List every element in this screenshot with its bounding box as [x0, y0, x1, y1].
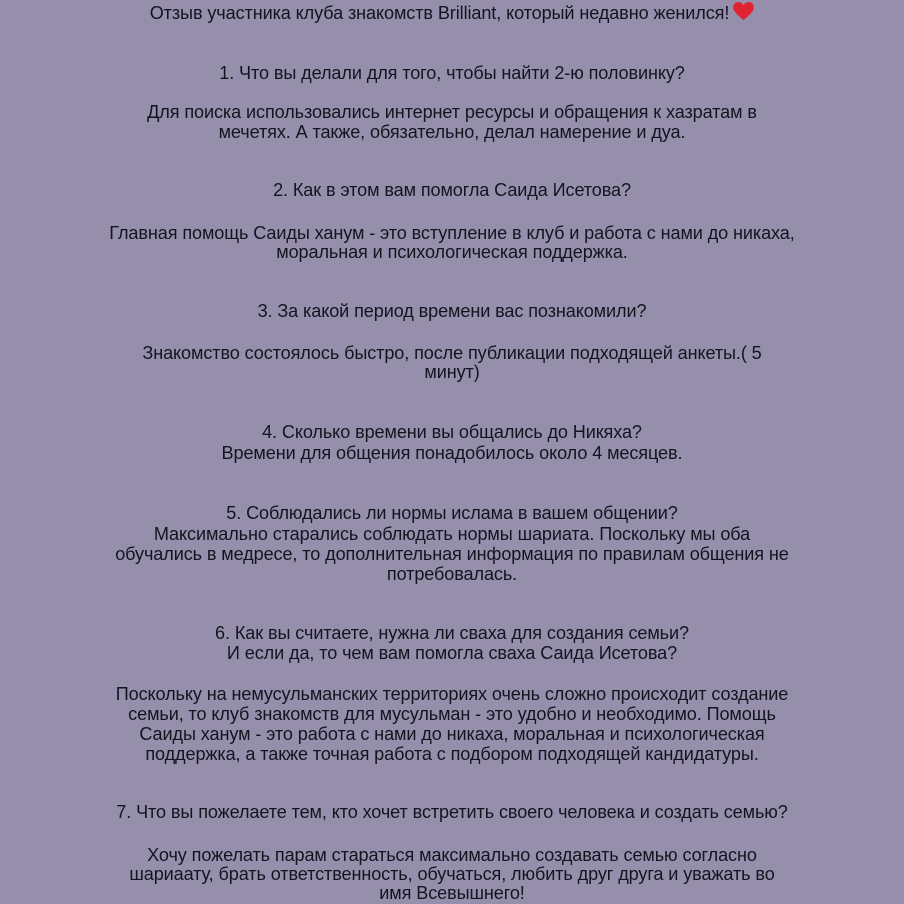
intro-text: Отзыв участника клуба знакомств Brilliant, который недавно женился!	[149, 3, 730, 23]
answer-2-line-2: моральная и психологическая поддержка.	[276, 242, 628, 262]
heart-icon	[733, 2, 754, 25]
question-6-line-1: 6. Как вы считаете, нужна ли сваха для создания семьи?	[215, 623, 689, 643]
answer-3-line-1: Знакомство состоялось быстро, после публикации подходящей анкеты.( 5	[142, 343, 762, 363]
question-7: 7. Что вы пожелаете тем, кто хочет встретить своего человека и создать семью?	[116, 802, 788, 822]
question-6-line-2: И если да, то чем вам помогла сваха Саида Исетова?	[226, 643, 678, 663]
answer-6-line-4: поддержка, а также точная работа с подбором подходящей кандидатуры.	[145, 744, 759, 764]
answer-5-line-1: Максимально старались соблюдать нормы шариата. Поскольку мы оба	[153, 524, 751, 544]
answer-1-line-1: Для поиска использовались интернет ресурсы и обращения к хазратам в	[147, 102, 757, 122]
question-5: 5. Соблюдались ли нормы ислама в вашем общении?	[226, 503, 678, 523]
question-4: 4. Сколько времени вы общались до Никяха?	[262, 422, 642, 442]
answer-4-line-1: Времени для общения понадобилось около 4 месяцев.	[221, 443, 683, 463]
question-3: 3. За какой период времени вас познакомили?	[257, 301, 647, 321]
question-2: 2. Как в этом вам помогла Саида Исетова?	[273, 180, 631, 200]
answer-5-line-3: потребовалась.	[386, 564, 518, 584]
answer-6-line-2: семьи, то клуб знакомств для мусульман - это удобно и необходимо. Помощь	[128, 704, 776, 724]
answer-2-line-1: Главная помощь Саиды ханум - это вступление в клуб и работа с нами до никаха,	[109, 223, 795, 243]
answer-6-line-3: Саиды ханум - это работа с нами до никаха, моральная и психологическая	[139, 724, 765, 744]
answer-1-line-2: мечетях. А также, обязательно, делал намерение и дуа.	[218, 122, 686, 142]
intro-line	[0, 2, 904, 25]
answer-7-line-1: Хочу пожелать парам стараться максимально создавать семью согласно	[147, 845, 757, 865]
answer-5-line-2: обучались в медресе, то дополнительная информация по правилам общения не	[115, 544, 789, 564]
answer-6-line-1: Поскольку на немусульманских территориях очень сложно происходит создание	[115, 684, 789, 704]
answer-3-line-2: минут)	[424, 362, 480, 382]
answer-7-line-3: имя Всевышнего!	[379, 883, 525, 903]
answer-7-line-2: шариаату, брать ответственность, обучаться, любить друг друга и уважать во	[129, 864, 775, 884]
question-1: 1. Что вы делали для того, чтобы найти 2-ю половинку?	[219, 63, 685, 83]
